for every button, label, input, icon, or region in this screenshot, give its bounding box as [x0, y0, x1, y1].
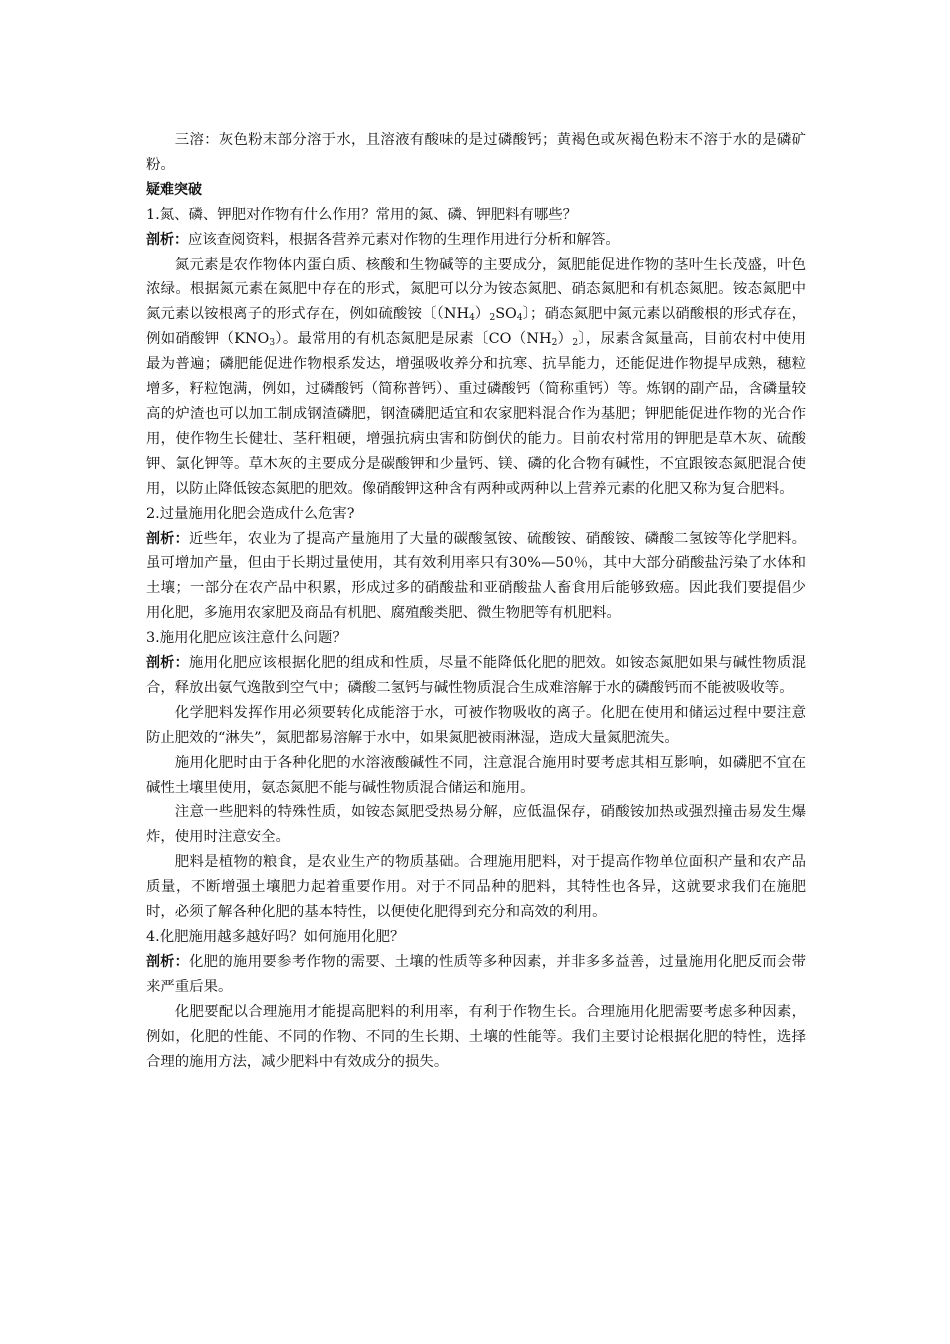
text-run: SO [495, 306, 517, 323]
answer-1-paragraph-2 [146, 253, 806, 502]
answer-1-text: 应该查阅资料，根据各营养元素对作物的生理作用进行分析和解答。 [188, 231, 620, 248]
text-run: 氮元素是农作物体内蛋白质、核酸和生物碱等的主要成分，氮肥能促进作物的茎叶生长茂盛，叶色浓绿。根据氮元素在氮肥中存在的形式，氮肥可以分为铵态氮肥、硝态氮肥和有机态氮肥。铵态氮肥中氮元素以铵根离子的形式存在，例如硫酸铵〔（NH [146, 256, 806, 323]
text-run: 〕，尿素含氮量高，目前农村中使用最为普遍；磷肥能促进作物根系发达，增强吸收养分和抗寒、抗旱能力，还能促进作物提早成熟，穗粒增多，籽粒饱满，例如，过磷酸钙（简称普钙）、重过磷酸钙（简称重钙）等。炼钢的副产品，含磷量较高的炉渣也可以加工制成钢渣磷肥，钢渣磷肥适宜和农家肥料混合作为基肥；钾肥能促进作物的光合作用，使作物生长健壮、茎秆粗硬，增强抗病虫害和防倒伏的能力。目前农村常用的钾肥是草木灰、硫酸钾、氯化钾等。草木灰的主要成分是碳酸钾和少量钙、镁、磷的化合物有碱性，不宜跟铵态氮肥混合使用，以防止降低铵态氮肥的肥效。像硝酸钾这种含有两种或两种以上营养元素的化肥又称为复合肥料。 [146, 331, 806, 497]
intro-paragraph: 三溶：灰色粉末部分溶于水，且溶液有酸味的是过磷酸钙；黄褐色或灰褐色粉末不溶于水的是磷矿粉。 [146, 132, 806, 173]
subscript: 4 [516, 313, 523, 324]
document-page [146, 128, 806, 1074]
subscript: 2 [551, 338, 558, 349]
subscript: 2 [572, 338, 579, 349]
answer-3-paragraph-3: 施用化肥时由于各种化肥的水溶液酸碱性不同，注意混合施用时要考虑其相互影响，如磷肥不宜在碱性土壤里使用，氨态氮肥不能与碱性物质混合储运和施用。 [146, 754, 806, 796]
text-run: ）。最常用的有机态氮肥是尿素〔CO（NH [275, 331, 552, 348]
text-run: ） [474, 306, 490, 323]
text-run: 〕；硝态氮肥中氮元素以硝酸根的形式存在，例如硝酸钾（KNO [146, 306, 806, 348]
answer-3-paragraph-2: 化学肥料发挥作用必须要转化成能溶于水，可被作物吸收的离子。化肥在使用和储运过程中要注意防止肥效的“淋失”，氮肥都易溶解于水中，如果氮肥被雨淋湿，造成大量氮肥流失。 [146, 704, 806, 746]
answer-2-text: 近些年，农业为了提高产量施用了大量的碳酸氢铵、硫酸铵、硝酸铵、磷酸二氢铵等化学肥料。虽可增加产量，但由于长期过量使用，其有效利用率只有30%—50％，其中大部分硝酸盐污染了水体和土壤；一部分在农产品中积累，形成过多的硝酸盐和亚硝酸盐人畜食用后能够致癌。因此我们要提倡少用化肥，多施用农家肥及商品有机肥、腐殖酸类肥、微生物肥等有机肥料。 [146, 530, 806, 622]
analysis-label: 剖析： [146, 655, 189, 672]
question-3: 3.施用化肥应该注意什么问题？ [146, 630, 347, 647]
answer-4-text: 化肥的施用要参考作物的需要、土壤的性质等多种因素，并非多多益善，过量施用化肥反而会带来严重后果。 [146, 953, 806, 995]
answer-3-paragraph-4: 注意一些肥料的特殊性质，如铵态氮肥受热易分解，应低温保存，硝酸铵加热或强烈撞击易发生爆炸，使用时注意安全。 [146, 804, 806, 846]
answer-2 [146, 527, 806, 627]
subscript: 3 [269, 338, 276, 349]
answer-3 [146, 651, 806, 701]
analysis-label: 剖析： [146, 953, 189, 970]
question-1: 1.氮、磷、钾肥对作物有什么作用？常用的氮、磷、钾肥料有哪些？ [146, 206, 578, 223]
answer-3-paragraph-5: 肥料是植物的粮食，是农业生产的物质基础。合理施用肥料，对于提高作物单位面积产量和农产品质量，不断增强土壤肥力起着重要作用。对于不同品种的肥料，其特性也各异，这就要求我们在施肥时，必须了解各种化肥的基本特性，以便使化肥得到充分和高效的利用。 [146, 854, 806, 921]
question-4: 4.化肥施用越多越好吗？如何施用化肥？ [146, 929, 405, 945]
question-2: 2.过量施用化肥会造成什么危害? [146, 505, 355, 522]
answer-4-paragraph-2: 化肥要配以合理施用才能提高肥料的利用率，有利于作物生长。合理施用化肥需要考虑多种因素，例如，化肥的性能、不同的作物、不同的生长期、土壤的性能等。我们主要讨论根据化肥的特性，选择合理的施用方法，减少肥料中有效成分的损失。 [146, 1003, 806, 1070]
answer-3-text: 施用化肥应该根据化肥的组成和性质，尽量不能降低化肥的肥效。如铵态氮肥如果与碱性物质混合，释放出氨气逸散到空气中；磷酸二氢钙与碱性物质混合生成难溶解于水的磷酸钙而不能被吸收等。 [146, 655, 806, 696]
answer-4 [146, 950, 806, 1000]
analysis-label: 剖析： [146, 231, 188, 248]
subscript: 2 [489, 313, 496, 324]
section-heading: 疑难突破 [146, 181, 202, 198]
subscript: 4 [469, 313, 475, 324]
analysis-label: 剖析： [146, 530, 189, 547]
answer-1 [146, 228, 806, 253]
text-run: ） [557, 331, 573, 348]
